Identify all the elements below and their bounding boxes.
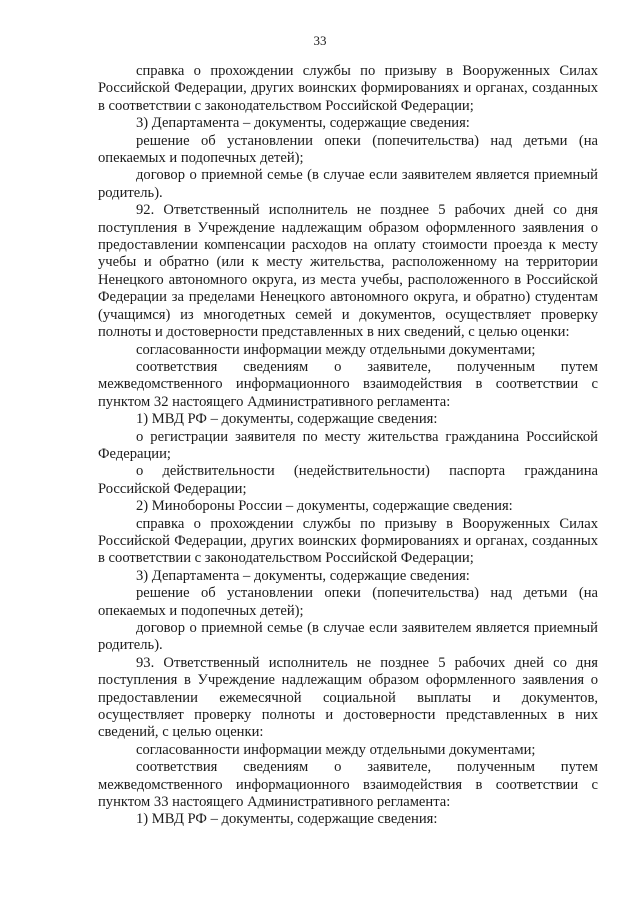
paragraph: согласованности информации между отдельными документами; (136, 741, 536, 758)
paragraph: 3) Департамента – документы, содержащие сведения: (136, 115, 470, 132)
paragraph: решение об установлении опеки (попечительства) над детьми (на опекаемых и подопечных детей); (98, 132, 598, 167)
paragraph: 92. Ответственный исполнитель не позднее 5 рабочих дней со дня поступления в Учреждение надлежащим образом оформленного заявления о предоставлении компенсации расходов на оплату стоимости проезда к месту учебы и обратно (или к месту жительства, расположенному на территории Ненецкого автономного округа, из места учебы, расположенного в Российской Федерации за пределами Ненецкого автономного округа, и обратно) студентам (учащимся) из многодетных семей и документов, осуществляет проверку полноты и достоверности представленных в них сведений, с целью оценки: (98, 202, 598, 341)
paragraph: соответствия сведениям о заявителе, полученным путем межведомственного информационного взаимодействия в соответствии с пунктом 32 настоящего Административного регламента: (98, 358, 598, 410)
paragraph: 2) Минобороны России – документы, содержащие сведения: (136, 498, 513, 515)
document-body (98, 63, 598, 829)
paragraph: о регистрации заявителя по месту жительства гражданина Российской Федерации; (98, 428, 598, 462)
paragraph: договор о приемной семье (в случае если заявителем является приемный родитель). (98, 167, 598, 201)
paragraph: 1) МВД РФ – документы, содержащие сведения: (136, 411, 438, 428)
paragraph: решение об установлении опеки (попечительства) над детьми (на опекаемых и подопечных детей); (98, 585, 598, 619)
paragraph: 93. Ответственный исполнитель не позднее 5 рабочих дней со дня поступления в Учреждение надлежащим образом оформленного заявления о предоставлении ежемесячной социальной выплаты и документов, осуществляет проверку полноты и достоверности представленных в них сведений, с целью оценки: (98, 654, 598, 741)
paragraph: справка о прохождении службы по призыву в Вооруженных Силах Российской Федерации, других воинских формированиях и органах, созданных в соответствии с законодательством Российской Федерации; (98, 63, 598, 114)
paragraph: справка о прохождении службы по призыву в Вооруженных Силах Российской Федерации, других воинских формированиях и органах, созданных в соответствии с законодательством Российской Федерации; (98, 515, 598, 567)
paragraph: 3) Департамента – документы, содержащие сведения: (136, 567, 470, 584)
paragraph: о действительности (недействительности) паспорта гражданина Российской Федерации; (98, 463, 598, 497)
page-number: 33 (313, 33, 327, 48)
paragraph: соответствия сведениям о заявителе, полученным путем межведомственного информационного взаимодействия в соответствии с пунктом 33 настоящего Административного регламента: (98, 759, 598, 811)
paragraph: 1) МВД РФ – документы, содержащие сведения: (136, 811, 438, 828)
paragraph: договор о приемной семье (в случае если заявителем является приемный родитель). (98, 620, 598, 654)
paragraph: согласованности информации между отдельными документами; (136, 341, 536, 358)
